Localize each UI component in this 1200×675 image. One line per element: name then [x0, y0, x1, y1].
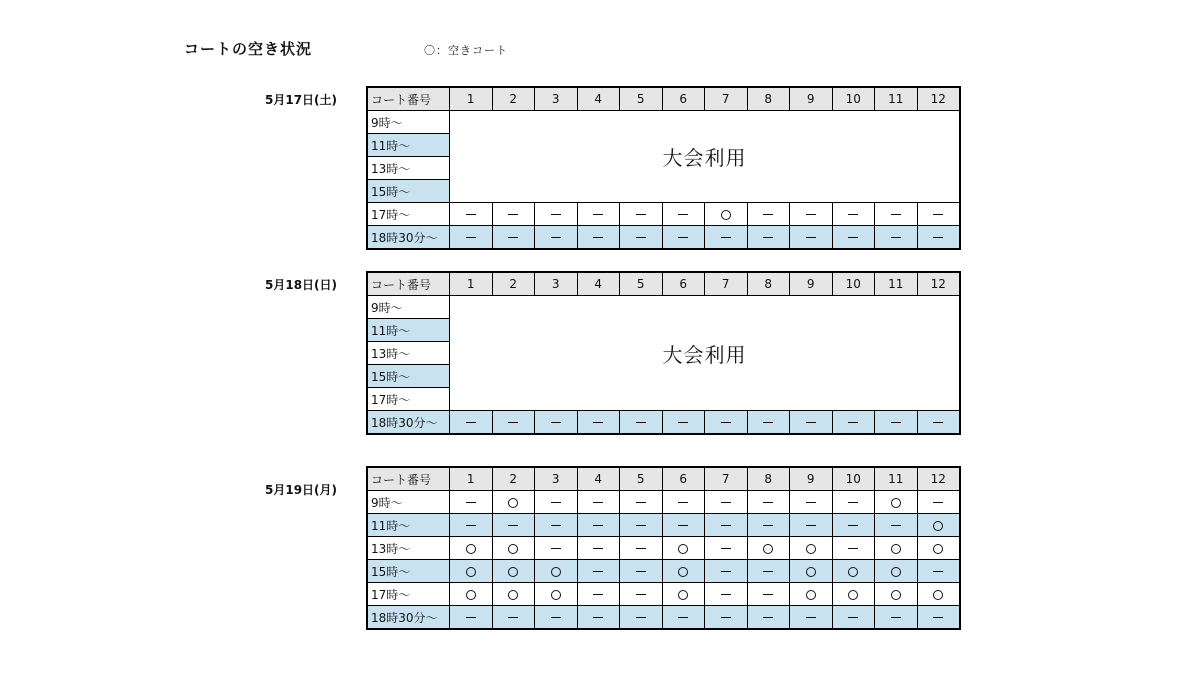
- court-slot-cell: [832, 514, 875, 537]
- court-column-header: 11: [875, 272, 918, 296]
- court-slot-cell: [747, 203, 790, 226]
- unavailable-mark: [933, 237, 943, 238]
- time-slot-label: 17時～: [367, 203, 450, 226]
- available-mark: [933, 521, 943, 531]
- available-mark: [551, 590, 561, 600]
- court-slot-cell: [832, 537, 875, 560]
- unavailable-mark: [636, 502, 646, 503]
- court-slot-cell: [662, 606, 705, 630]
- court-slot-cell: [747, 491, 790, 514]
- unavailable-mark: [848, 617, 858, 618]
- court-slot-cell: [492, 411, 535, 435]
- time-slot-label: 11時～: [367, 319, 450, 342]
- court-column-header: 2: [492, 272, 535, 296]
- unavailable-mark: [848, 548, 858, 549]
- unavailable-mark: [636, 422, 646, 423]
- unavailable-mark: [508, 422, 518, 423]
- time-slot-label: 15時～: [367, 560, 450, 583]
- available-mark: [891, 498, 901, 508]
- court-slot-cell: [747, 583, 790, 606]
- court-slot-cell: [705, 491, 748, 514]
- court-slot-cell: [790, 560, 833, 583]
- time-slot-label: 13時～: [367, 537, 450, 560]
- court-slot-cell: [662, 583, 705, 606]
- unavailable-mark: [848, 525, 858, 526]
- court-availability-table: [366, 466, 961, 630]
- court-slot-cell: [917, 514, 960, 537]
- day-date-label: 5月17日(土): [265, 93, 338, 107]
- day-date-label: 5月18日(日): [265, 278, 338, 292]
- court-column-header: 10: [832, 272, 875, 296]
- available-mark: [891, 544, 901, 554]
- unavailable-mark: [933, 422, 943, 423]
- unavailable-mark: [721, 502, 731, 503]
- court-column-header: 4: [577, 467, 620, 491]
- court-slot-cell: [535, 226, 578, 250]
- unavailable-mark: [721, 571, 731, 572]
- court-slot-cell: [620, 203, 663, 226]
- court-slot-cell: [747, 226, 790, 250]
- unavailable-mark: [806, 502, 816, 503]
- unavailable-mark: [721, 548, 731, 549]
- court-column-header: 9: [790, 272, 833, 296]
- time-slot-label: 11時～: [367, 134, 450, 157]
- unavailable-mark: [551, 525, 561, 526]
- tournament-use-label: 大会利用: [450, 296, 961, 411]
- unavailable-mark: [933, 571, 943, 572]
- court-slot-cell: [917, 226, 960, 250]
- court-slot-cell: [450, 606, 493, 630]
- court-column-header: 10: [832, 87, 875, 111]
- court-slot-cell: [620, 514, 663, 537]
- unavailable-mark: [466, 525, 476, 526]
- table-row: [367, 296, 960, 319]
- unavailable-mark: [806, 525, 816, 526]
- court-slot-cell: [790, 411, 833, 435]
- court-slot-cell: [620, 491, 663, 514]
- court-slot-cell: [492, 226, 535, 250]
- court-slot-cell: [832, 606, 875, 630]
- court-slot-cell: [492, 203, 535, 226]
- time-slot-label: 9時～: [367, 491, 450, 514]
- table-header-row: [367, 467, 960, 491]
- available-mark: [551, 567, 561, 577]
- court-slot-cell: [620, 583, 663, 606]
- table-row: [367, 537, 960, 560]
- unavailable-mark: [763, 502, 773, 503]
- unavailable-mark: [763, 525, 773, 526]
- court-slot-cell: [790, 203, 833, 226]
- court-column-header: 12: [917, 272, 960, 296]
- court-slot-cell: [492, 583, 535, 606]
- time-slot-label: 18時30分～: [367, 226, 450, 250]
- court-column-header: 11: [875, 87, 918, 111]
- unavailable-mark: [551, 237, 561, 238]
- unavailable-mark: [933, 214, 943, 215]
- court-column-header: 8: [747, 87, 790, 111]
- unavailable-mark: [891, 617, 901, 618]
- court-slot-cell: [535, 583, 578, 606]
- court-number-header: コート番号: [367, 87, 450, 111]
- table-row: [367, 560, 960, 583]
- court-slot-cell: [620, 411, 663, 435]
- unavailable-mark: [763, 422, 773, 423]
- unavailable-mark: [891, 237, 901, 238]
- court-slot-cell: [450, 203, 493, 226]
- court-column-header: 8: [747, 272, 790, 296]
- court-slot-cell: [790, 514, 833, 537]
- available-mark: [891, 590, 901, 600]
- court-column-header: 3: [535, 87, 578, 111]
- time-slot-label: 18時30分～: [367, 606, 450, 630]
- day-date-label: 5月19日(月): [265, 483, 338, 497]
- court-slot-cell: [747, 560, 790, 583]
- court-slot-cell: [917, 606, 960, 630]
- unavailable-mark: [721, 525, 731, 526]
- court-slot-cell: [917, 203, 960, 226]
- court-slot-cell: [577, 203, 620, 226]
- table-row: [367, 606, 960, 630]
- unavailable-mark: [848, 502, 858, 503]
- court-column-header: 12: [917, 467, 960, 491]
- unavailable-mark: [763, 237, 773, 238]
- unavailable-mark: [763, 214, 773, 215]
- court-slot-cell: [747, 411, 790, 435]
- table-row: [367, 111, 960, 134]
- court-slot-cell: [535, 560, 578, 583]
- unavailable-mark: [593, 548, 603, 549]
- court-column-header: 7: [705, 87, 748, 111]
- court-column-header: 6: [662, 272, 705, 296]
- court-column-header: 12: [917, 87, 960, 111]
- court-slot-cell: [705, 606, 748, 630]
- court-slot-cell: [875, 226, 918, 250]
- unavailable-mark: [551, 548, 561, 549]
- court-column-header: 1: [450, 467, 493, 491]
- court-slot-cell: [535, 537, 578, 560]
- court-slot-cell: [832, 203, 875, 226]
- court-column-header: 11: [875, 467, 918, 491]
- court-column-header: 9: [790, 467, 833, 491]
- court-slot-cell: [747, 606, 790, 630]
- unavailable-mark: [678, 617, 688, 618]
- unavailable-mark: [466, 214, 476, 215]
- unavailable-mark: [806, 214, 816, 215]
- unavailable-mark: [678, 525, 688, 526]
- court-slot-cell: [620, 537, 663, 560]
- time-slot-label: 13時～: [367, 342, 450, 365]
- court-slot-cell: [492, 606, 535, 630]
- court-slot-cell: [535, 606, 578, 630]
- available-mark: [721, 210, 731, 220]
- court-slot-cell: [875, 411, 918, 435]
- unavailable-mark: [636, 214, 646, 215]
- unavailable-mark: [508, 617, 518, 618]
- unavailable-mark: [933, 502, 943, 503]
- unavailable-mark: [891, 214, 901, 215]
- court-slot-cell: [705, 560, 748, 583]
- page-title: コートの空き状況: [184, 40, 313, 58]
- court-slot-cell: [832, 583, 875, 606]
- court-slot-cell: [875, 203, 918, 226]
- unavailable-mark: [721, 422, 731, 423]
- time-slot-label: 11時～: [367, 514, 450, 537]
- court-slot-cell: [917, 411, 960, 435]
- tournament-use-label: 大会利用: [450, 111, 961, 203]
- court-slot-cell: [875, 491, 918, 514]
- court-slot-cell: [577, 226, 620, 250]
- court-slot-cell: [790, 491, 833, 514]
- table-row: [367, 226, 960, 250]
- unavailable-mark: [891, 525, 901, 526]
- unavailable-mark: [678, 237, 688, 238]
- court-slot-cell: [620, 606, 663, 630]
- unavailable-mark: [763, 571, 773, 572]
- available-mark: [763, 544, 773, 554]
- unavailable-mark: [593, 525, 603, 526]
- available-mark: [678, 544, 688, 554]
- unavailable-mark: [721, 237, 731, 238]
- unavailable-mark: [551, 617, 561, 618]
- court-slot-cell: [790, 226, 833, 250]
- court-column-header: 4: [577, 272, 620, 296]
- table-header-row: [367, 87, 960, 111]
- court-slot-cell: [620, 560, 663, 583]
- time-slot-label: 17時～: [367, 388, 450, 411]
- court-slot-cell: [450, 537, 493, 560]
- court-slot-cell: [705, 226, 748, 250]
- court-slot-cell: [832, 491, 875, 514]
- available-mark: [508, 544, 518, 554]
- court-column-header: 1: [450, 87, 493, 111]
- available-mark: [466, 544, 476, 554]
- court-slot-cell: [875, 537, 918, 560]
- unavailable-mark: [806, 422, 816, 423]
- court-column-header: 8: [747, 467, 790, 491]
- court-slot-cell: [662, 226, 705, 250]
- available-mark: [466, 590, 476, 600]
- unavailable-mark: [508, 214, 518, 215]
- court-slot-cell: [662, 203, 705, 226]
- unavailable-mark: [636, 548, 646, 549]
- court-slot-cell: [832, 411, 875, 435]
- court-slot-cell: [577, 583, 620, 606]
- court-slot-cell: [662, 491, 705, 514]
- unavailable-mark: [721, 594, 731, 595]
- table-header-row: [367, 272, 960, 296]
- court-column-header: 5: [620, 467, 663, 491]
- table-row: [367, 203, 960, 226]
- table-row: [367, 411, 960, 435]
- table-row: [367, 583, 960, 606]
- court-slot-cell: [832, 560, 875, 583]
- court-column-header: 2: [492, 467, 535, 491]
- unavailable-mark: [763, 594, 773, 595]
- court-number-header: コート番号: [367, 467, 450, 491]
- court-slot-cell: [450, 491, 493, 514]
- unavailable-mark: [678, 502, 688, 503]
- court-slot-cell: [917, 537, 960, 560]
- court-slot-cell: [705, 411, 748, 435]
- available-mark: [848, 590, 858, 600]
- available-mark: [806, 567, 816, 577]
- court-column-header: 3: [535, 467, 578, 491]
- court-column-header: 6: [662, 467, 705, 491]
- available-mark: [891, 567, 901, 577]
- court-slot-cell: [535, 514, 578, 537]
- court-slot-cell: [492, 537, 535, 560]
- unavailable-mark: [678, 214, 688, 215]
- court-slot-cell: [875, 560, 918, 583]
- unavailable-mark: [593, 237, 603, 238]
- unavailable-mark: [593, 571, 603, 572]
- court-column-header: 10: [832, 467, 875, 491]
- unavailable-mark: [763, 617, 773, 618]
- court-slot-cell: [577, 491, 620, 514]
- court-slot-cell: [577, 537, 620, 560]
- unavailable-mark: [593, 422, 603, 423]
- available-mark: [508, 567, 518, 577]
- unavailable-mark: [508, 525, 518, 526]
- unavailable-mark: [508, 237, 518, 238]
- unavailable-mark: [466, 237, 476, 238]
- unavailable-mark: [593, 594, 603, 595]
- court-slot-cell: [917, 583, 960, 606]
- unavailable-mark: [551, 214, 561, 215]
- table-row: [367, 491, 960, 514]
- court-slot-cell: [577, 606, 620, 630]
- court-slot-cell: [662, 411, 705, 435]
- court-slot-cell: [790, 583, 833, 606]
- court-column-header: 1: [450, 272, 493, 296]
- available-mark: [806, 590, 816, 600]
- court-column-header: 9: [790, 87, 833, 111]
- court-slot-cell: [662, 514, 705, 537]
- available-mark: [848, 567, 858, 577]
- unavailable-mark: [466, 617, 476, 618]
- unavailable-mark: [721, 617, 731, 618]
- available-mark: [933, 544, 943, 554]
- court-column-header: 3: [535, 272, 578, 296]
- unavailable-mark: [848, 422, 858, 423]
- available-mark: [933, 590, 943, 600]
- unavailable-mark: [636, 525, 646, 526]
- court-slot-cell: [535, 411, 578, 435]
- court-slot-cell: [875, 583, 918, 606]
- court-slot-cell: [705, 537, 748, 560]
- time-slot-label: 9時～: [367, 111, 450, 134]
- time-slot-label: 15時～: [367, 365, 450, 388]
- court-column-header: 5: [620, 272, 663, 296]
- court-slot-cell: [450, 411, 493, 435]
- unavailable-mark: [848, 237, 858, 238]
- court-slot-cell: [747, 537, 790, 560]
- available-mark: [508, 498, 518, 508]
- court-column-header: 5: [620, 87, 663, 111]
- court-column-header: 6: [662, 87, 705, 111]
- court-slot-cell: [917, 560, 960, 583]
- court-slot-cell: [790, 537, 833, 560]
- court-slot-cell: [492, 560, 535, 583]
- unavailable-mark: [593, 214, 603, 215]
- court-slot-cell: [705, 583, 748, 606]
- time-slot-label: 18時30分～: [367, 411, 450, 435]
- court-slot-cell: [535, 491, 578, 514]
- time-slot-label: 17時～: [367, 583, 450, 606]
- court-slot-cell: [492, 514, 535, 537]
- unavailable-mark: [593, 617, 603, 618]
- time-slot-label: 13時～: [367, 157, 450, 180]
- court-number-header: コート番号: [367, 272, 450, 296]
- unavailable-mark: [806, 237, 816, 238]
- court-slot-cell: [875, 606, 918, 630]
- time-slot-label: 9時～: [367, 296, 450, 319]
- unavailable-mark: [678, 422, 688, 423]
- court-slot-cell: [875, 514, 918, 537]
- unavailable-mark: [466, 422, 476, 423]
- court-slot-cell: [662, 560, 705, 583]
- unavailable-mark: [593, 502, 603, 503]
- unavailable-mark: [636, 594, 646, 595]
- court-slot-cell: [492, 491, 535, 514]
- court-slot-cell: [450, 560, 493, 583]
- court-slot-cell: [577, 411, 620, 435]
- unavailable-mark: [636, 571, 646, 572]
- court-slot-cell: [450, 583, 493, 606]
- available-mark: [508, 590, 518, 600]
- unavailable-mark: [551, 502, 561, 503]
- available-mark: [806, 544, 816, 554]
- court-slot-cell: [535, 203, 578, 226]
- available-mark: [466, 567, 476, 577]
- court-slot-cell: [662, 537, 705, 560]
- court-slot-cell: [450, 514, 493, 537]
- court-column-header: 7: [705, 467, 748, 491]
- table-row: [367, 514, 960, 537]
- legend: 〇：空きコート: [424, 44, 508, 57]
- court-slot-cell: [705, 203, 748, 226]
- available-mark: [678, 590, 688, 600]
- court-availability-table: [366, 86, 961, 250]
- court-slot-cell: [620, 226, 663, 250]
- court-slot-cell: [705, 514, 748, 537]
- unavailable-mark: [466, 502, 476, 503]
- court-slot-cell: [577, 560, 620, 583]
- unavailable-mark: [933, 617, 943, 618]
- court-slot-cell: [917, 491, 960, 514]
- time-slot-label: 15時～: [367, 180, 450, 203]
- court-slot-cell: [790, 606, 833, 630]
- court-availability-table: [366, 271, 961, 435]
- unavailable-mark: [551, 422, 561, 423]
- court-column-header: 4: [577, 87, 620, 111]
- court-column-header: 7: [705, 272, 748, 296]
- court-slot-cell: [747, 514, 790, 537]
- unavailable-mark: [636, 237, 646, 238]
- unavailable-mark: [636, 617, 646, 618]
- unavailable-mark: [891, 422, 901, 423]
- available-mark: [678, 567, 688, 577]
- court-column-header: 2: [492, 87, 535, 111]
- court-slot-cell: [450, 226, 493, 250]
- court-slot-cell: [577, 514, 620, 537]
- unavailable-mark: [848, 214, 858, 215]
- unavailable-mark: [806, 617, 816, 618]
- court-slot-cell: [832, 226, 875, 250]
